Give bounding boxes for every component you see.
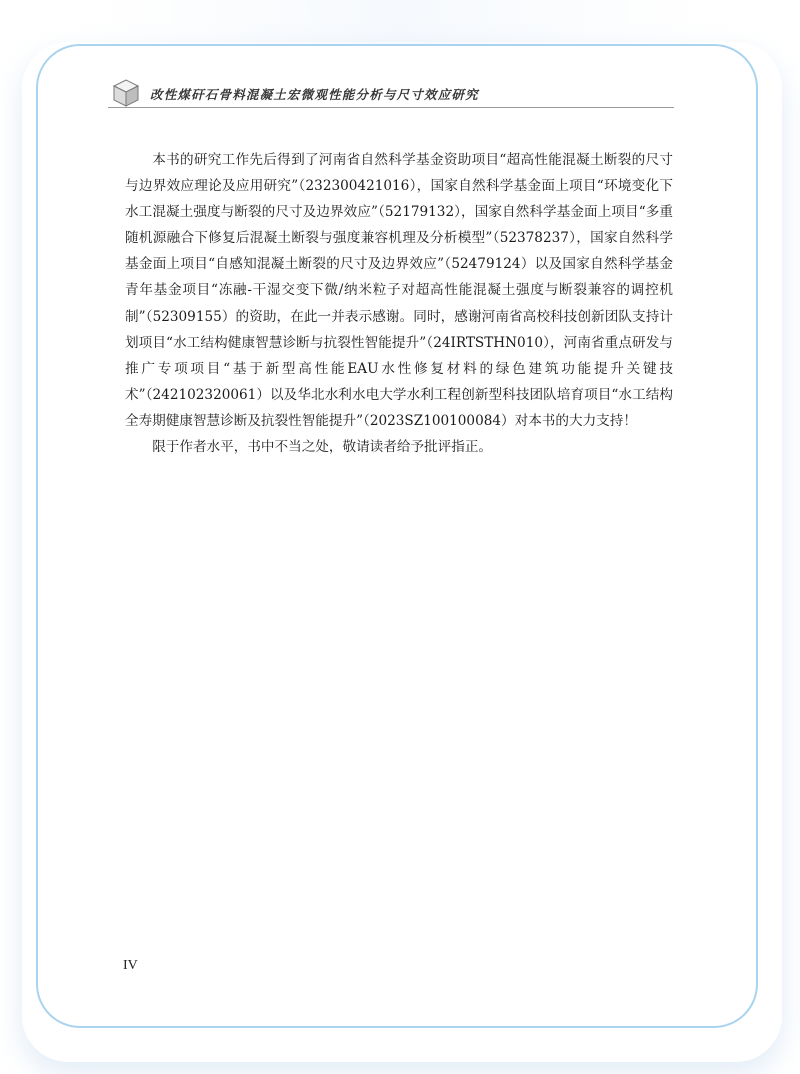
page-number: IV <box>123 958 138 973</box>
running-header-title: 改性煤矸石骨料混凝土宏微观性能分析与尺寸效应研究 <box>150 87 479 102</box>
header-rule <box>108 107 674 108</box>
running-header <box>108 80 674 108</box>
paragraph-acknowledgement: 本书的研究工作先后得到了河南省自然科学基金资助项目“超高性能混凝土断裂的尺寸与边界效应理论及应用研究”（232300421016），国家自然科学基金面上项目“环境变化下水工混凝土强度与断裂的尺寸及边界效应”（52179132），国家自然科学基金面上项目“多重随机源融合下修复后混凝土断裂与强度兼容机理及分析模型”（52378237），国家自然科学基金面上项目“自感知混凝土断裂的尺寸及边界效应”（52479124）以及国家自然科学基金青年基金项目“冻融-干湿交变下微/纳米粒子对超高性能混凝土强度与断裂兼容的调控机制”（52309155）的资助，在此一并表示感谢。同时，感谢河南省高校科技创新团队支持计划项目“水工结构健康智慧诊断与抗裂性智能提升”（24IRTSTHN010），河南省重点研发与推广专项项目“基于新型高性能EAU水性修复材料的绿色建筑功能提升关键技术”（242102320061）以及华北水利水电大学水利工程创新型科技团队培育项目“水工结构全寿期健康智慧诊断及抗裂性智能提升”（2023SZ100100084）对本书的大力支持！ <box>125 152 673 429</box>
body-text <box>125 147 673 460</box>
cube-icon <box>112 78 140 108</box>
paragraph-closing: 限于作者水平，书中不当之处，敬请读者给予批评指正。 <box>152 439 493 456</box>
